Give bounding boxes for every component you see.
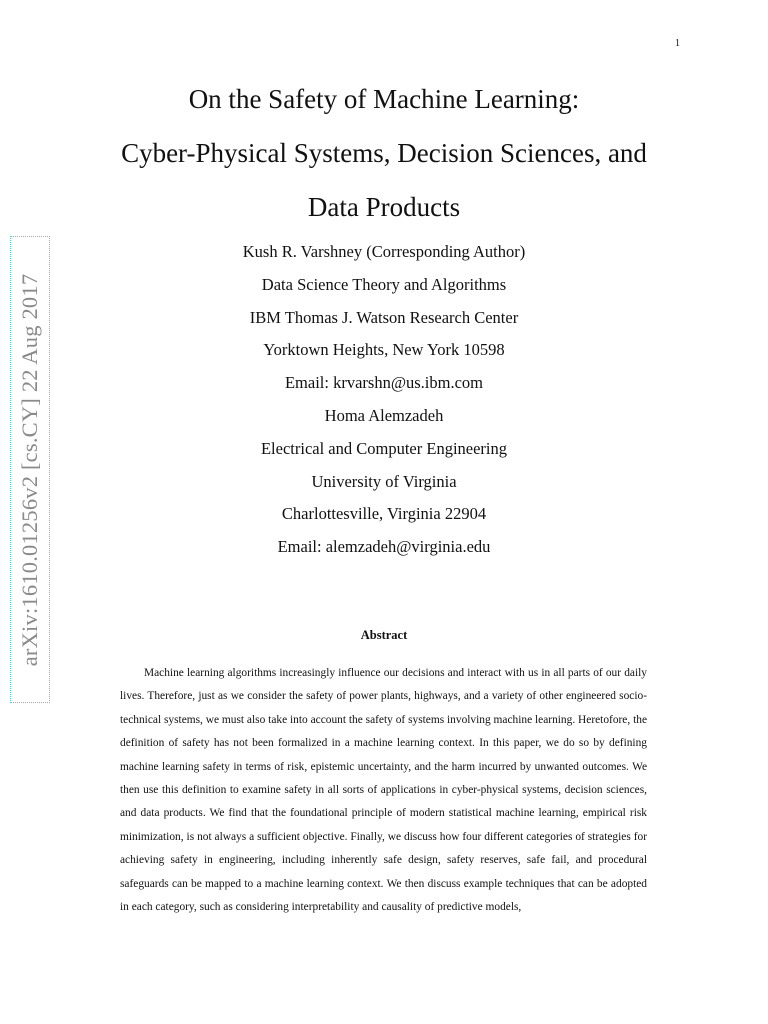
- abstract-body: Machine learning algorithms increasingly influence our decisions and interact with us in all parts of our daily lives. Therefore, just as we consider the safety of power plants, highways, and a variety of other engineered socio-technical systems, we must also take into account the safety of systems involving machine learning. Heretofore, the definition of safety has not been formalized in a machine learning context. In this paper, we do so by defining machine learning safety in terms of risk, epistemic uncertainty, and the harm incurred by unwanted outcomes. We then use this definition to examine safety in all sorts of applications in cyber-physical systems, decision sciences, and data products. We find that the foundational principle of modern statistical machine learning, empirical risk minimization, is not always a sufficient objective. Finally, we discuss how four different categories of strategies for achieving safety in engineering, including inherently safe design, safety reserves, safe fail, and procedural safeguards can be mapped to a machine learning context. We then discuss example techniques that can be adopted in each category, such as considering interpretability and causality of predictive models,: [120, 667, 647, 914]
- title-line-3: Data Products: [307, 192, 461, 222]
- title-line-2: Cyber-Physical Systems, Decision Sciences, and: [121, 138, 647, 168]
- author-affiliation-dept-1: Data Science Theory and Algorithms: [261, 274, 507, 294]
- author-address-2: Charlottesville, Virginia 22904: [281, 504, 487, 524]
- abstract-heading: Abstract: [360, 628, 408, 642]
- paper-title: [0, 72, 768, 234]
- arxiv-stamp-text: arXiv:1610.01256v2 [cs.CY] 22 Aug 2017: [17, 273, 42, 666]
- author-affiliation-dept-2: Electrical and Computer Engineering: [260, 438, 508, 458]
- author-name-2: Homa Alemzadeh: [324, 405, 444, 425]
- author-affiliation-org-1: IBM Thomas J. Watson Research Center: [249, 307, 519, 327]
- author-affiliation-org-2: University of Virginia: [311, 471, 457, 491]
- author-block: [0, 236, 768, 564]
- title-line-1: On the Safety of Machine Learning:: [188, 84, 580, 114]
- author-email-1: Email: krvarshn@us.ibm.com: [284, 373, 484, 393]
- page-number: 1: [675, 38, 680, 49]
- author-email-2: Email: alemzadeh@virginia.edu: [277, 537, 491, 557]
- author-name-1: Kush R. Varshney (Corresponding Author): [242, 242, 526, 261]
- author-address-1: Yorktown Heights, New York 10598: [263, 340, 505, 360]
